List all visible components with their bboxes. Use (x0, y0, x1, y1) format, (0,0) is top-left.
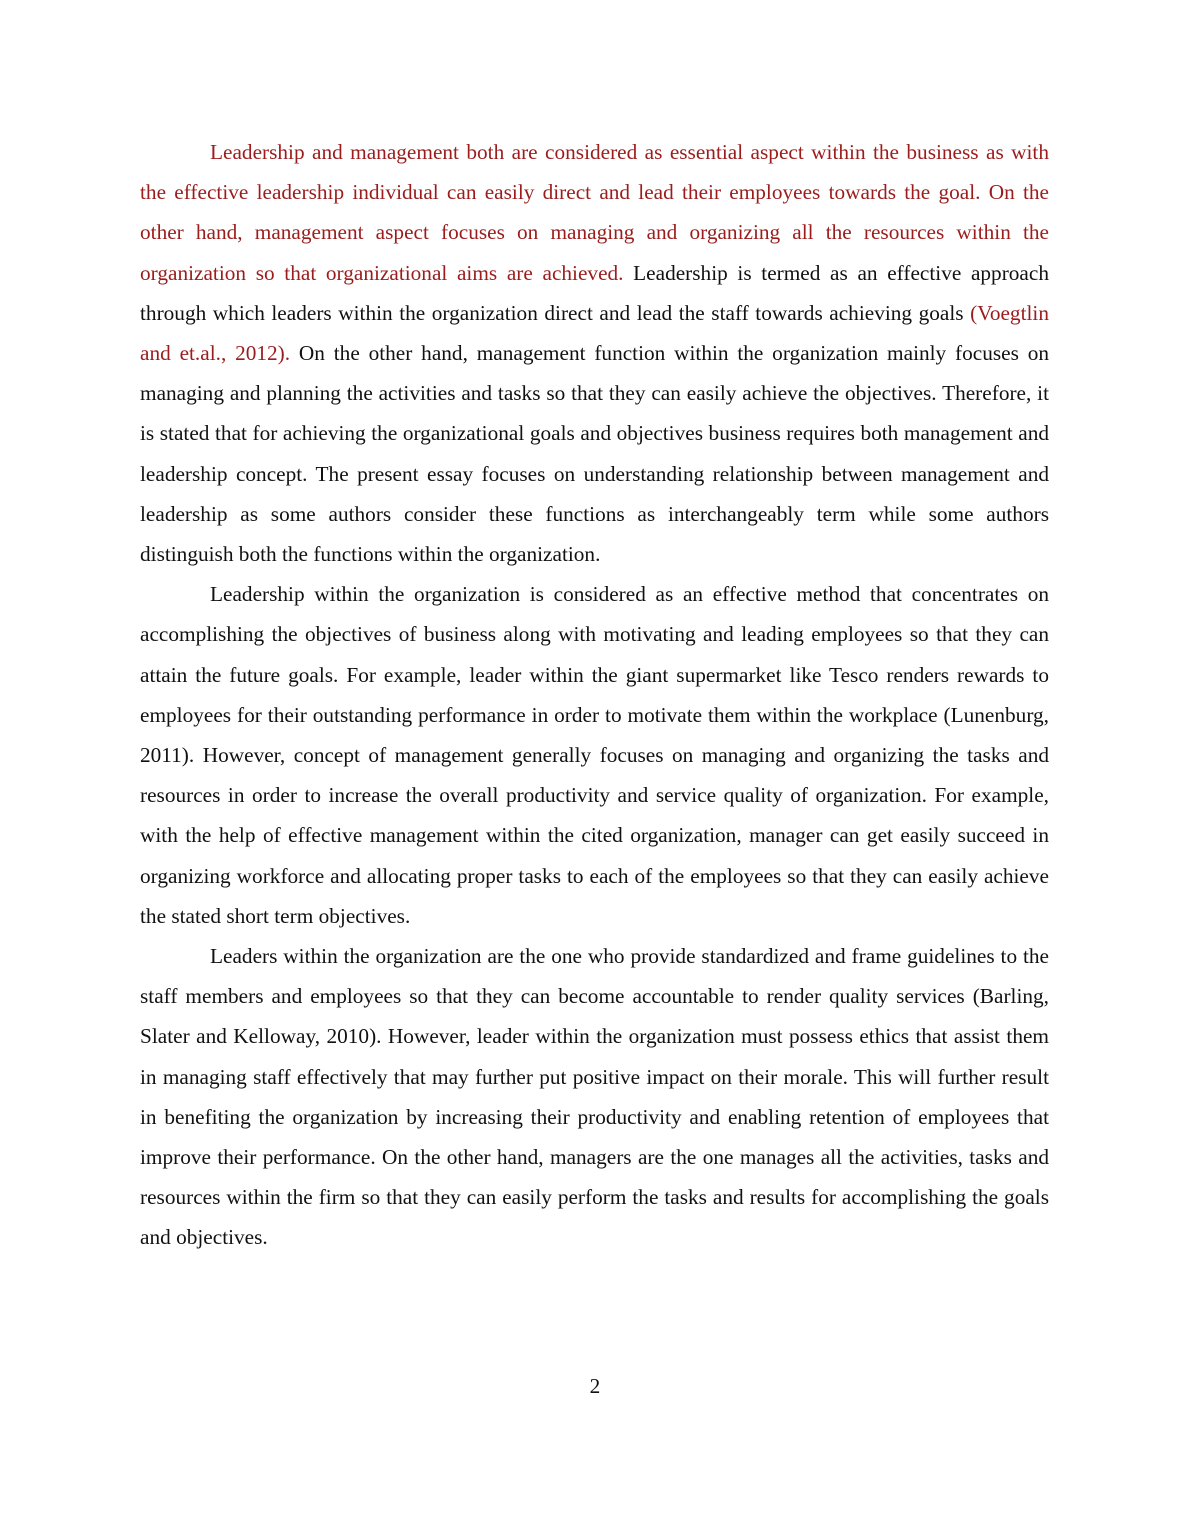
paragraph-text: On the other hand, management function within the organization mainly focuses on managing and planning the activities and tasks so that they can easily achieve the objectives. Therefore, it is stated that for achieving the organizational goals and objectives business requires both management and leadership concept. The present essay focuses on understanding relationship between management and leadership as some authors consider these functions as interchangeably term while some authors distinguish both the functions within the organization. (140, 341, 1050, 567)
highlighted-citation: (Voegtlin and et.al., 2012). (140, 300, 1049, 366)
page-number: 2 (589, 1374, 601, 1398)
document-body (140, 132, 1049, 1258)
paragraph-text: Leadership is termed as an effective approach through which leaders within the organization direct and lead the staff towards achieving goals (140, 260, 1049, 325)
highlighted-intro-text: Leadership and management both are considered as essential aspect within the business as with the effective leadership individual can easily direct and lead their employees towards the goal. On the other hand, management aspect focuses on managing and organizing all the resources within the organization so that organizational aims are achieved. (140, 140, 1049, 285)
paragraph-introduction (140, 132, 1049, 574)
paragraph-leaders-and-managers: Leaders within the organization are the one who provide standardized and frame guidelines to the staff members and employees so that they can become accountable to render quality services (Barling, Slater and Kelloway, 2010). However, leader within the organization must possess ethics that assist them in managing staff effectively that may further put positive impact on their morale. This will further result in benefiting the organization by increasing their productivity and enabling retention of employees that improve their performance. On the other hand, managers are the one manages all the activities, tasks and resources within the firm so that they can easily perform the tasks and results for accomplishing the goals and objectives. (140, 944, 1049, 1250)
paragraph-leadership: Leadership within the organization is considered as an effective method that concentrates on accomplishing the objectives of business along with motivating and leading employees so that they can attain the future goals. For example, leader within the giant supermarket like Tesco renders rewards to employees for their outstanding performance in order to motivate them within the workplace (Lunenburg, 2011). However, concept of management generally focuses on managing and organizing the tasks and resources in order to increase the overall productivity and service quality of organization. For example, with the help of effective management within the cited organization, manager can get easily succeed in organizing workforce and allocating proper tasks to each of the employees so that they can easily achieve the stated short term objectives. (140, 582, 1049, 928)
